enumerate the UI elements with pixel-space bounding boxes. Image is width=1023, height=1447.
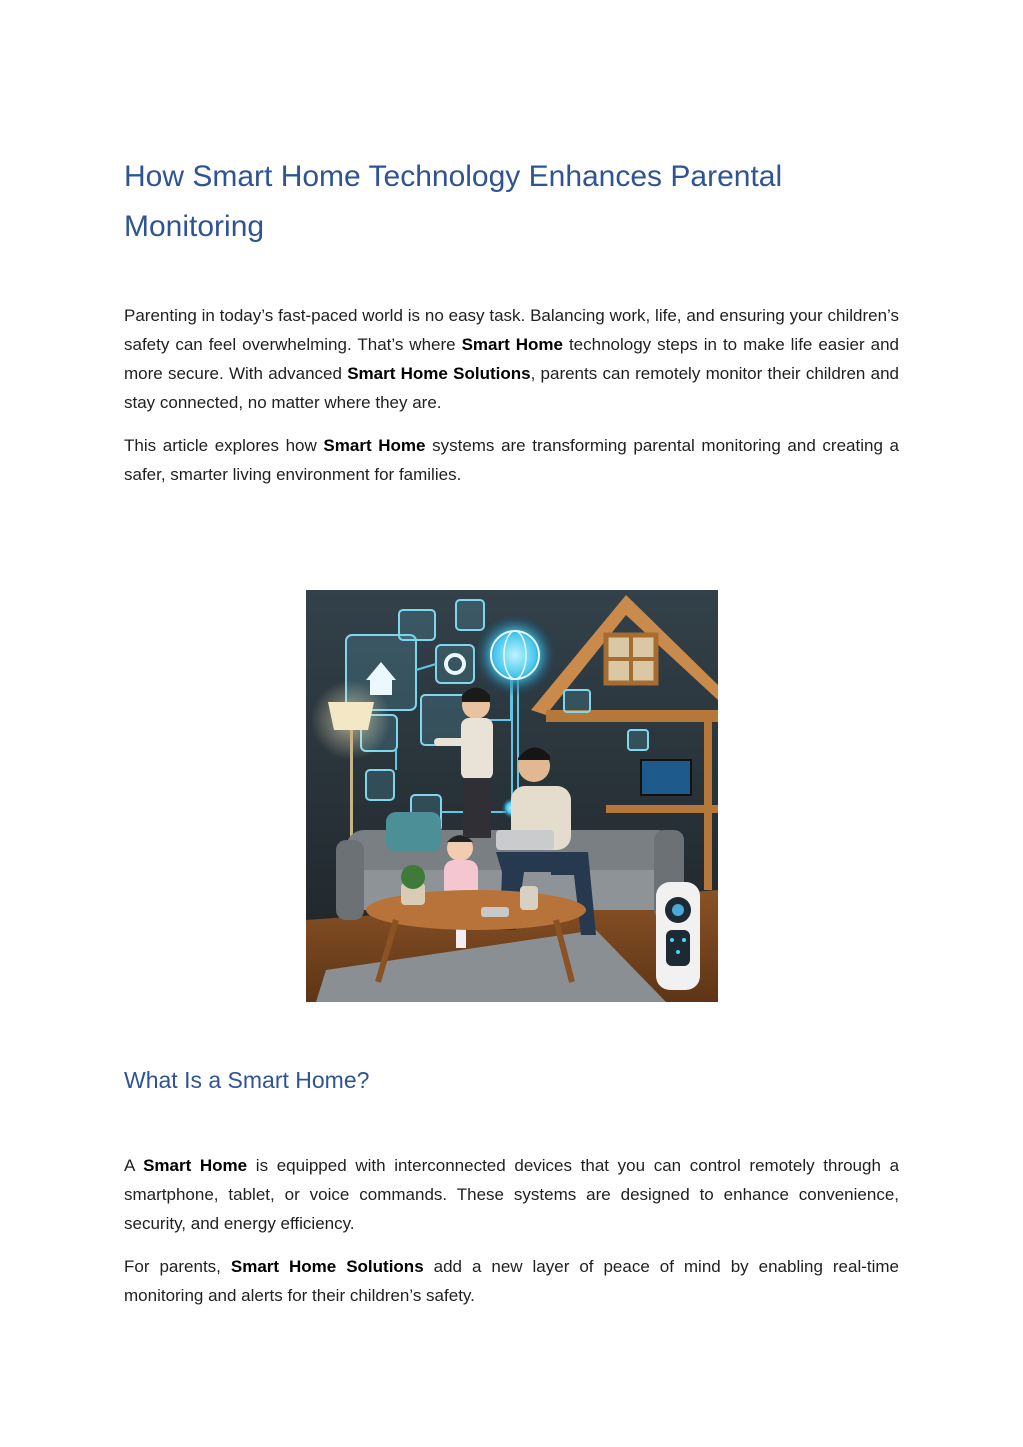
text-run: For parents, [124,1257,231,1276]
section-heading: What Is a Smart Home? [124,1067,370,1093]
text-run: Parenting in today’s fast-paced world is no easy task. Balancing work, life, and ensuring your children’s safety can feel overwhelming. That’s where [124,306,899,354]
text-run: A [124,1156,144,1175]
bold-term: Smart Home [461,335,563,354]
text-run: is equipped with interconnected devices that you can control remotely through a smartphone, tablet, or voice commands. These systems are designed to enhance convenience, security, and energy efficiency. [124,1156,900,1233]
monitor-icon [641,760,691,795]
text-run: This article explores how [124,436,324,455]
bold-term: Smart Home [143,1156,248,1175]
smart-home-illustration [306,590,718,1002]
text-run: systems are transforming parental monitoring and creating a safer, smarter living environment for families. [124,436,899,484]
lamp-icon [328,702,374,730]
text-run: , parents can remotely monitor their children and stay connected, no matter where they are. [124,364,899,412]
section-paragraph-2 [124,1252,899,1310]
page-title: How Smart Home Technology Enhances Parental Monitoring [124,160,783,243]
bold-term: Smart Home Solutions [230,1257,424,1276]
text-run: technology steps in to make life easier and more secure. With advanced [124,335,899,383]
text-run: add a new layer of peace of mind by enabling real-time monitoring and alerts for their children’s safety. [124,1257,900,1305]
bold-term: Smart Home [323,436,426,455]
camera-icon [366,770,394,800]
security-camera-icon [656,882,700,990]
intro-paragraph-2 [124,431,899,489]
bold-term: Smart Home Solutions [347,364,531,383]
globe-icon [473,613,557,697]
section-paragraph-1 [124,1151,899,1238]
intro-paragraph-1 [124,301,899,417]
